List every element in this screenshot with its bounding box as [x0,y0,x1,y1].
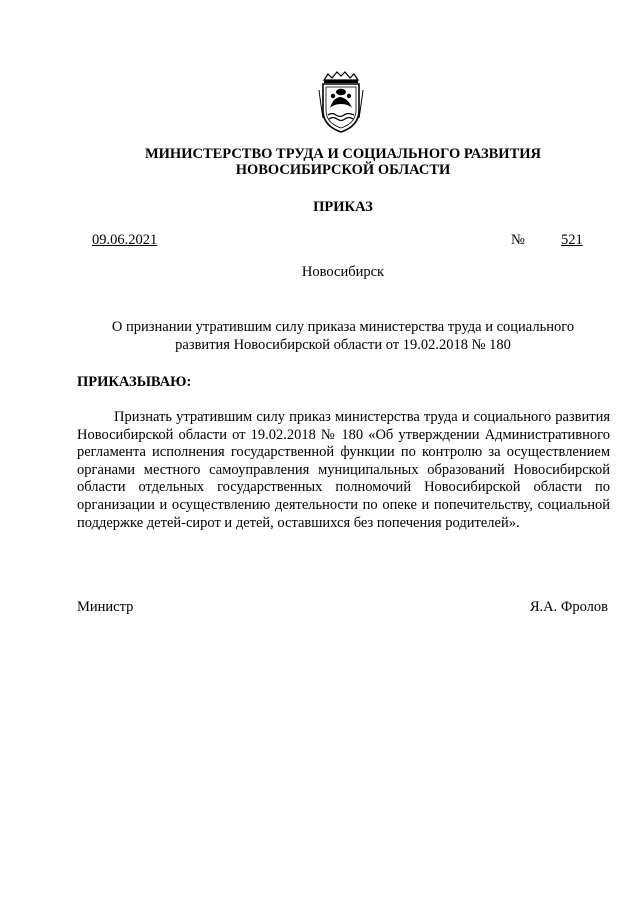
ministry-name [0,146,640,178]
order-body: Признать утратившим силу приказ министерства труда и социального развития Новосибирской области от 19.02.2018 № 180 «Об утверждении Административного регламента исполнения государственной функции по контролю за осуществлением органами местного самоуправления муниципальных образований Новосибирской области отдельных государственных полномочий Новосибирской области по организации и осуществлению деятельности по опеке и попечительству, социальной поддержке детей-сирот и детей, оставшихся без попечения родителей». [77,409,610,531]
ministry-line-1: МИНИСТЕРСТВО ТРУДА И СОЦИАЛЬНОГО РАЗВИТИЯ [144,146,542,162]
orders-heading: ПРИКАЗЫВАЮ: [77,374,192,390]
order-subject: О признании утратившим силу приказа министерства труда и социального развития Новосибирской области от 19.02.2018 № 180 [111,319,575,353]
number-sign: № [511,232,525,248]
ministry-line-2: НОВОСИБИРСКОЙ ОБЛАСТИ [235,162,451,178]
order-title: ПРИКАЗ [313,199,373,215]
city: Новосибирск [301,264,385,280]
order-date: 09.06.2021 [92,232,158,248]
order-number: 521 [561,232,583,248]
signatory-title: Министр [77,599,134,615]
coat-of-arms-icon [318,70,364,134]
signatory-name: Я.А. Фролов [529,599,608,615]
